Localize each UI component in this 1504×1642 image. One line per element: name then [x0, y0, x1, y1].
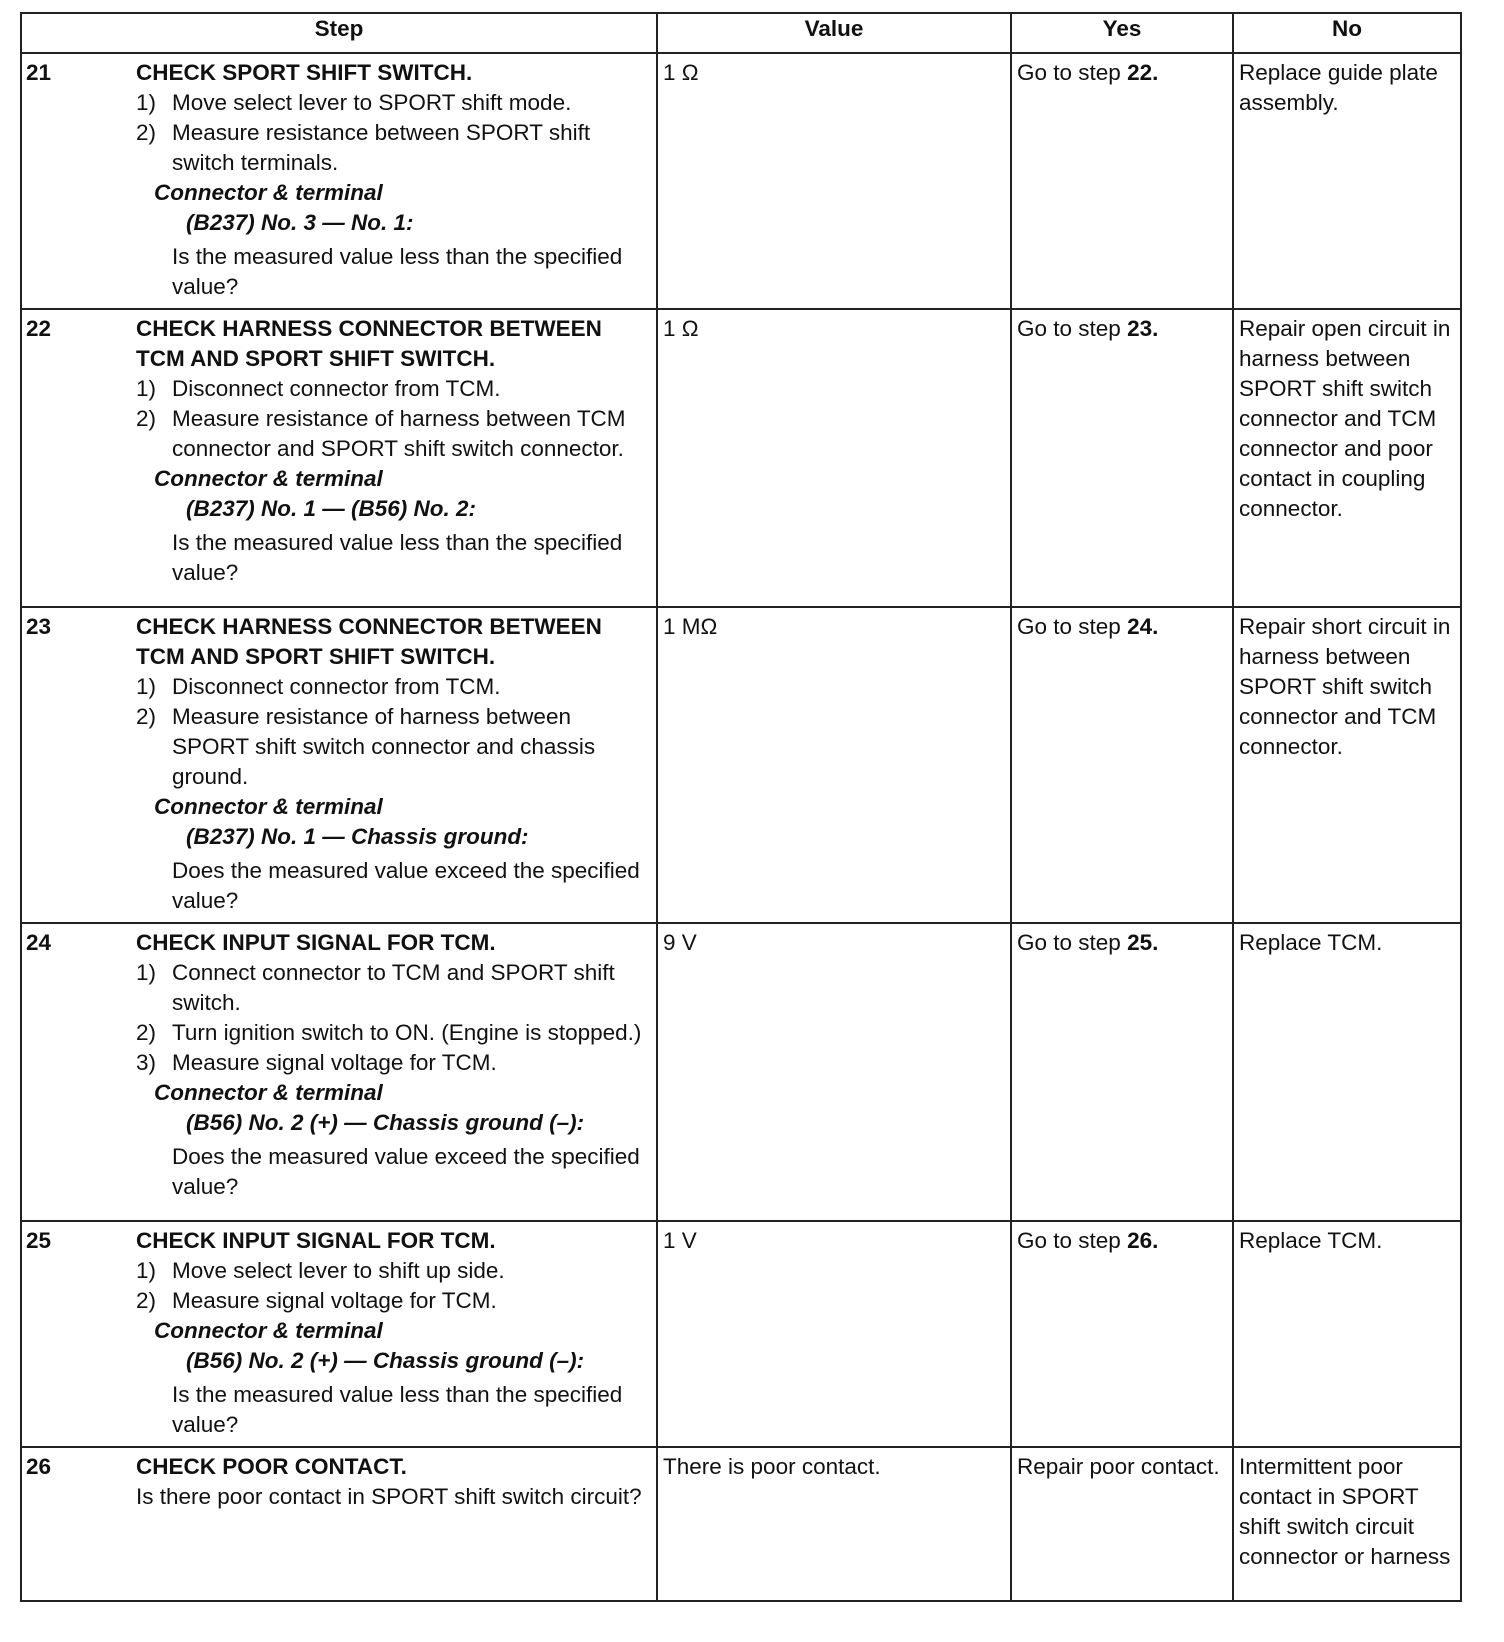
connector-label: Connector & terminal: [154, 466, 383, 491]
list-item: 3) Measure signal voltage for TCM.: [136, 1050, 497, 1075]
step-question: Is the measured value less than the specified value?: [172, 244, 623, 299]
step-number: 26: [21, 1447, 136, 1601]
step-link: 25.: [1127, 930, 1159, 955]
yes-cell: Go to step 24.: [1011, 607, 1233, 923]
list-item: 2) Measure resistance between SPORT shift switch terminals.: [136, 120, 591, 175]
connector-spec: (B56) No. 2 (+) — Chassis ground (–):: [186, 1110, 585, 1135]
connector-spec: (B237) No. 3 — No. 1:: [186, 210, 414, 235]
step-number: 24: [21, 923, 136, 1221]
connector-label: Connector & terminal: [154, 794, 383, 819]
step-title: CHECK INPUT SIGNAL FOR TCM.: [136, 930, 496, 955]
step-number: 21: [21, 53, 136, 309]
list-item: 1) Connect connector to TCM and SPORT shift switch.: [136, 960, 615, 1015]
step-number: 23: [21, 607, 136, 923]
yes-cell: Go to step 23.: [1011, 309, 1233, 607]
no-cell: Replace TCM.: [1233, 923, 1461, 1221]
step-link: 24.: [1127, 614, 1159, 639]
connector-label: Connector & terminal: [154, 180, 383, 205]
value-cell: 1 Ω: [657, 309, 1011, 607]
step-link: 26.: [1127, 1228, 1159, 1253]
step-question: Does the measured value exceed the specified value?: [172, 1144, 640, 1199]
header-step: Step: [21, 13, 657, 53]
list-item: 2) Measure signal voltage for TCM.: [136, 1288, 497, 1313]
value-cell: 1 MΩ: [657, 607, 1011, 923]
list-item: 1) Disconnect connector from TCM.: [136, 674, 501, 699]
yes-cell: Go to step 22.: [1011, 53, 1233, 309]
no-cell: Repair short circuit in harness between SPORT shift switch connector and TCM connector.: [1233, 607, 1461, 923]
step-title: CHECK SPORT SHIFT SWITCH.: [136, 60, 473, 85]
step-question: Does the measured value exceed the specified value?: [172, 858, 640, 913]
list-item: 2) Turn ignition switch to ON. (Engine is stopped.): [136, 1020, 642, 1045]
step-description: [136, 607, 657, 923]
list-item: 2) Measure resistance of harness between TCM connector and SPORT shift switch connector.: [136, 406, 626, 461]
yes-cell: Go to step 26.: [1011, 1221, 1233, 1447]
list-item: 1) Disconnect connector from TCM.: [136, 376, 501, 401]
step-question: Is there poor contact in SPORT shift switch circuit?: [136, 1484, 642, 1509]
step-description: [136, 309, 657, 607]
yes-cell: Go to step 25.: [1011, 923, 1233, 1221]
table-row: [21, 53, 1461, 309]
header-value: Value: [657, 13, 1011, 53]
step-question: Is the measured value less than the specified value?: [172, 530, 623, 585]
table-row: [21, 923, 1461, 1221]
value-cell: 1 V: [657, 1221, 1011, 1447]
connector-spec: (B56) No. 2 (+) — Chassis ground (–):: [186, 1348, 585, 1373]
step-number: 22: [21, 309, 136, 607]
connector-label: Connector & terminal: [154, 1318, 383, 1343]
step-link: 22.: [1127, 60, 1159, 85]
list-item: 1) Move select lever to shift up side.: [136, 1258, 505, 1283]
no-cell: Replace guide plate assembly.: [1233, 53, 1461, 309]
diagnostic-table: [20, 12, 1462, 1602]
yes-cell: Repair poor contact.: [1011, 1447, 1233, 1601]
step-title: CHECK HARNESS CONNECTOR BETWEEN TCM AND SPORT SHIFT SWITCH.: [136, 316, 602, 371]
connector-label: Connector & terminal: [154, 1080, 383, 1105]
table-row: [21, 607, 1461, 923]
step-description: [136, 53, 657, 309]
step-description: [136, 1221, 657, 1447]
value-cell: 9 V: [657, 923, 1011, 1221]
no-cell: Replace TCM.: [1233, 1221, 1461, 1447]
table-header-row: [21, 13, 1461, 53]
step-title: CHECK HARNESS CONNECTOR BETWEEN TCM AND SPORT SHIFT SWITCH.: [136, 614, 602, 669]
header-no: No: [1233, 13, 1461, 53]
header-yes: Yes: [1011, 13, 1233, 53]
step-title: CHECK INPUT SIGNAL FOR TCM.: [136, 1228, 496, 1253]
table-row: [21, 309, 1461, 607]
list-item: 2) Measure resistance of harness between SPORT shift switch connector and chassis ground.: [136, 704, 596, 789]
step-description: [136, 923, 657, 1221]
no-cell: Intermittent poor contact in SPORT shift switch circuit connector or harness: [1233, 1447, 1461, 1601]
step-title: CHECK POOR CONTACT.: [136, 1454, 407, 1479]
list-item: 1) Move select lever to SPORT shift mode.: [136, 90, 572, 115]
step-link: 23.: [1127, 316, 1159, 341]
step-question: Is the measured value less than the specified value?: [172, 1382, 623, 1437]
table-row: [21, 1447, 1461, 1601]
value-cell: 1 Ω: [657, 53, 1011, 309]
step-number: 25: [21, 1221, 136, 1447]
step-description: [136, 1447, 657, 1601]
connector-spec: (B237) No. 1 — Chassis ground:: [186, 824, 529, 849]
table-row: [21, 1221, 1461, 1447]
no-cell: Repair open circuit in harness between SPORT shift switch connector and TCM connector and poor contact in coupling connector.: [1233, 309, 1461, 607]
connector-spec: (B237) No. 1 — (B56) No. 2:: [186, 496, 477, 521]
value-cell: There is poor contact.: [657, 1447, 1011, 1601]
